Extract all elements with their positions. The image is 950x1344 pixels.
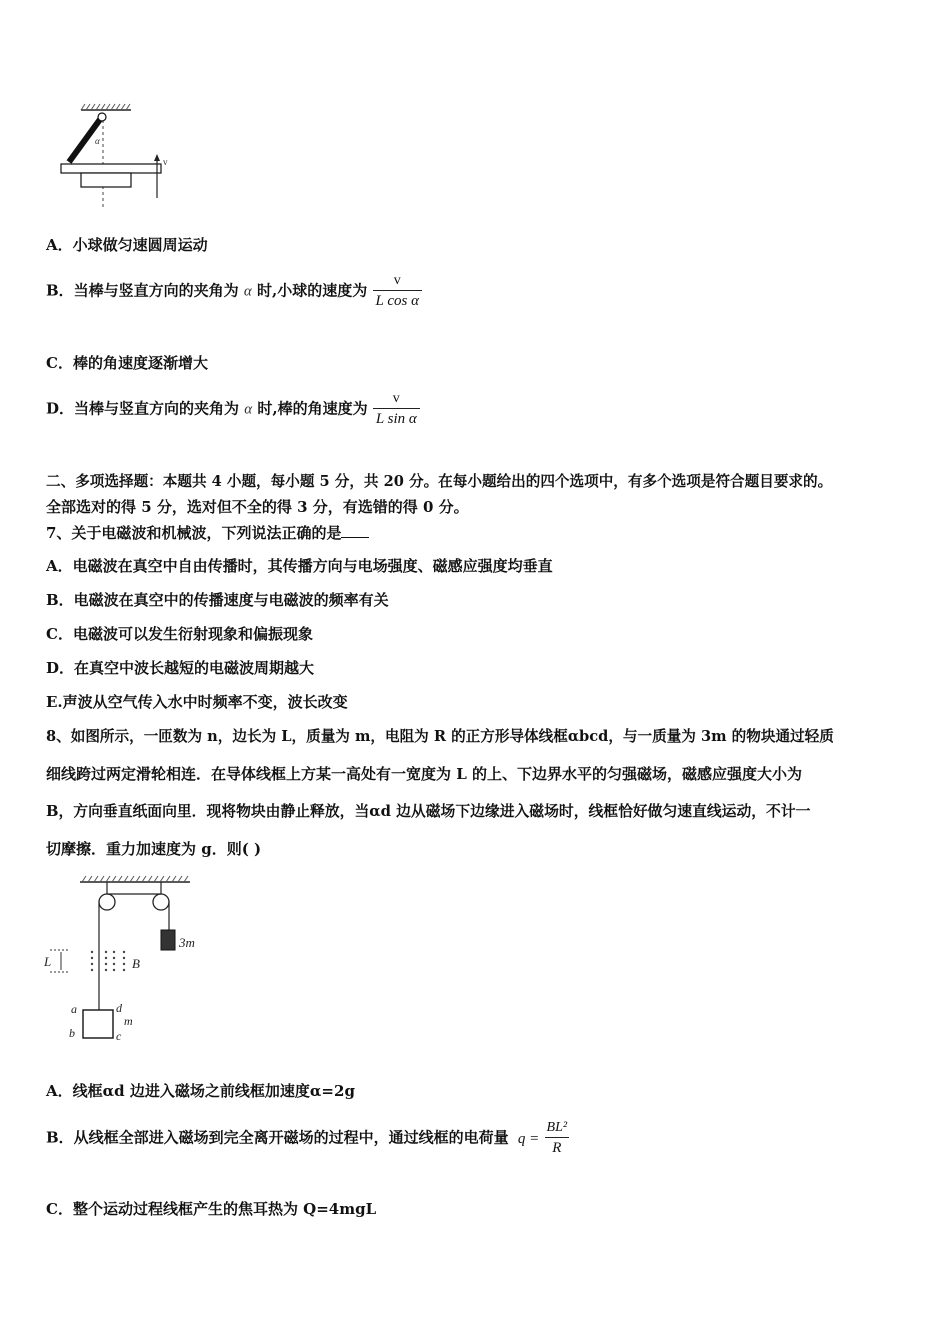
- q6-d-mid: 时,棒的角速度为: [257, 399, 368, 418]
- b-field-label: B: [132, 956, 140, 971]
- answer-blank: [341, 522, 369, 538]
- corner-d-label: d: [116, 1001, 122, 1015]
- q8-b-fraction: [545, 1120, 570, 1157]
- q7-option-d: D．在真空中波长越短的电磁波周期越大: [46, 659, 315, 677]
- q6-d-prefix: D．当棒与竖直方向的夹角为: [46, 399, 240, 418]
- q8-option-b: [46, 1120, 569, 1157]
- q6-b-prefix: B．当棒与竖直方向的夹角为: [46, 281, 239, 300]
- q8-option-a: A．线框αd 边进入磁场之前线框加速度α=2g: [46, 1082, 355, 1100]
- q8-stem-line4: 切摩擦．重力加速度为 g．则( ): [46, 840, 262, 858]
- q6-option-b: [46, 273, 422, 310]
- q7-option-e: E.声波从空气传入水中时频率不变，波长改变: [46, 693, 348, 711]
- q6-b-denominator: L cos α: [373, 290, 422, 310]
- q8-stem-line1: 8、如图所示，一匝数为 n，边长为 L，质量为 m，电阻为 R 的正方形导体线框αbcd，与一质量为 3m 的物块通过轻质: [46, 728, 834, 745]
- q6-b-numerator: v: [393, 273, 401, 288]
- q7-option-c: C．电磁波可以发生衍射现象和偏振现象: [46, 625, 313, 643]
- corner-a-label: a: [71, 1002, 77, 1016]
- q6-d-fraction: [373, 391, 420, 428]
- q6-option-c: C．棒的角速度逐渐增大: [46, 354, 208, 372]
- q8-b-denominator: R: [545, 1137, 570, 1157]
- v-label: v: [163, 157, 168, 167]
- corner-c-label: c: [116, 1029, 122, 1043]
- q6-d-denominator: L sin α: [373, 408, 420, 428]
- q7-option-b: B．电磁波在真空中的传播速度与电磁波的频率有关: [46, 591, 389, 609]
- q7-stem: 7、关于电磁波和机械波，下列说法正确的是: [46, 522, 369, 543]
- q6-d-numerator: v: [392, 391, 400, 406]
- q6-option-d: [46, 391, 420, 428]
- mass-3m-label: 3m: [179, 935, 195, 950]
- q8-stem-line2: 细线跨过两定滑轮相连．在导体线框上方某一高处有一宽度为 L 的上、下边界水平的匀强磁场，磁感应强度大小为: [46, 765, 802, 783]
- q6-b-fraction: [373, 273, 422, 310]
- q8-option-c: C．整个运动过程线框产生的焦耳热为 Q=4mgL: [46, 1200, 377, 1218]
- q7-option-a: A．电磁波在真空中自由传播时，其传播方向与电场强度、磁感应强度均垂直: [46, 557, 553, 575]
- q8-b-numerator: BL²: [546, 1120, 568, 1135]
- pulley-frame-figure: [40, 872, 210, 1048]
- q8-stem-line3: B，方向垂直纸面向里．现将物块由静止释放，当αd 边从磁场下边缘进入磁场时，线框恰好做匀速直线运动，不计一: [46, 803, 811, 820]
- q6-option-a: A．小球做匀速圆周运动: [46, 236, 208, 254]
- q6-b-mid: 时,小球的速度为: [257, 281, 368, 300]
- alpha-symbol: α: [244, 401, 253, 418]
- rod-platform-figure: [55, 100, 185, 212]
- q8-b-text: B．从线框全部进入磁场到完全离开磁场的过程中，通过线框的电荷量: [46, 1128, 509, 1147]
- alpha-symbol: α: [243, 283, 252, 300]
- section-heading-line2: 全部选对的得 5 分，选对但不全的得 3 分，有选错的得 0 分。: [46, 498, 469, 516]
- mass-m-label: m: [124, 1014, 133, 1028]
- corner-b-label: b: [69, 1026, 75, 1040]
- q8-b-q: q =: [517, 1130, 540, 1147]
- l-label: L: [44, 954, 52, 969]
- section-heading-line1: 二、多项选择题：本题共 4 小题，每小题 5 分，共 20 分。在每小题给出的四个选项中，有多个选项是符合题目要求的。: [46, 473, 833, 490]
- alpha-label: α: [95, 136, 100, 146]
